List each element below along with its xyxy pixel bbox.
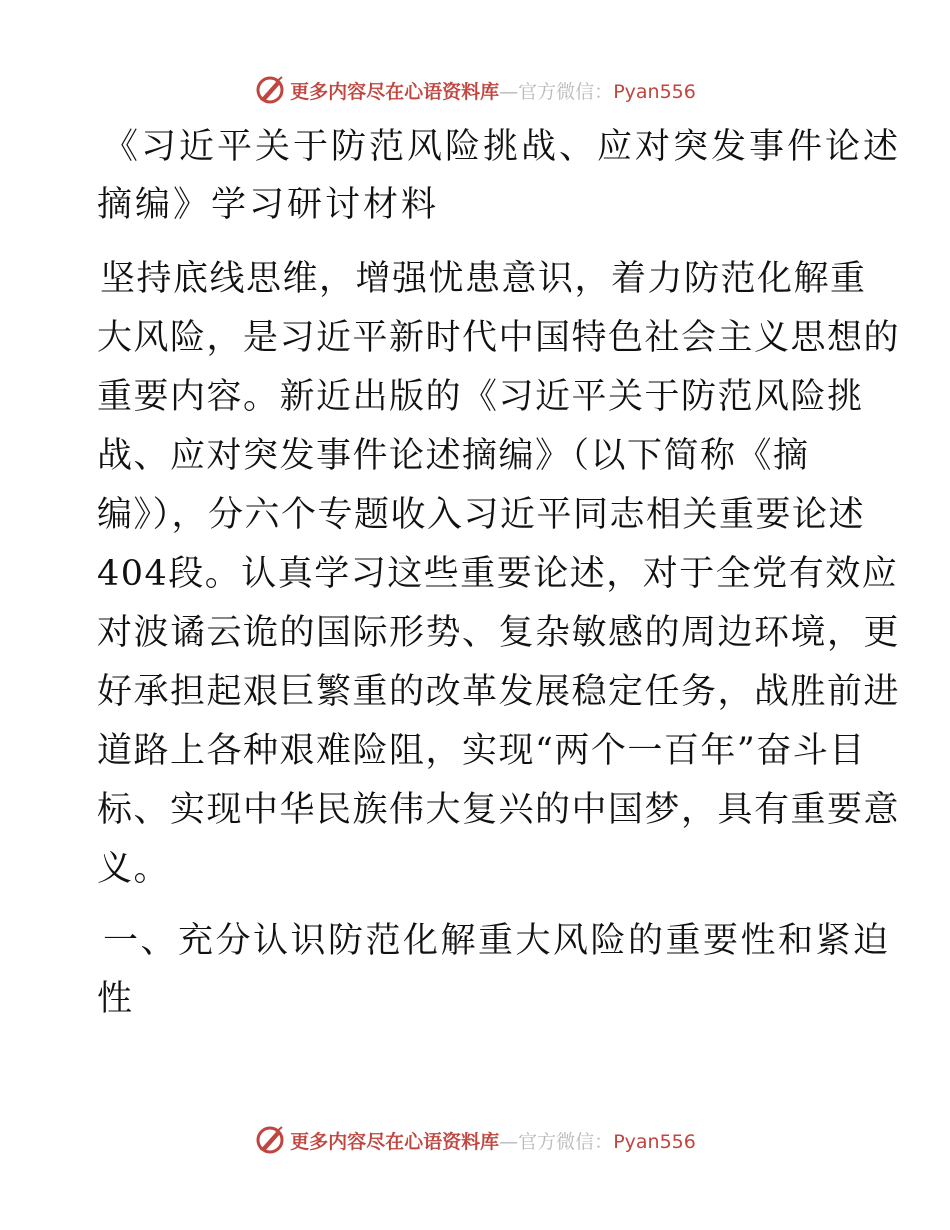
- footer-watermark: [0, 1120, 950, 1160]
- paragraph-line: 大风险，是习近平新时代中国特色社会主义思想的: [97, 318, 901, 358]
- quill-logo-icon: [254, 74, 286, 106]
- paragraph-line: 404段。认真学习这些重要论述，对于全党有效应: [97, 554, 899, 594]
- paragraph-line: 义。: [97, 849, 171, 889]
- header-watermark: [0, 70, 950, 110]
- quill-logo-icon: [254, 1124, 286, 1156]
- watermark-brand-text: 更多内容尽在心语资料库: [290, 1130, 500, 1153]
- title-line: 摘编》学习研讨材料: [97, 185, 440, 225]
- heading-line: 性: [97, 979, 135, 1019]
- watermark-separator-text: —官方微信：: [499, 1130, 614, 1153]
- watermark-wechat-id: Pyan556: [613, 80, 696, 103]
- paragraph-line: 坚持底线思维，增强忧患意识，着力防范化解重: [100, 259, 867, 299]
- paragraph-line: 好承担起艰巨繁重的改革发展稳定任务，战胜前进: [97, 672, 901, 712]
- paragraph-line: 编》），分六个专题收入习近平同志相关重要论述: [97, 495, 866, 535]
- watermark-brand-text: 更多内容尽在心语资料库: [290, 80, 500, 103]
- paragraph-line: 战、应对突发事件论述摘编》（以下简称《摘: [97, 436, 810, 476]
- heading-line: 一、充分认识防范化解重大风险的重要性和紧迫: [103, 921, 891, 961]
- paragraph-line: 标、实现中华民族伟大复兴的中国梦，具有重要意: [97, 790, 901, 830]
- paragraph-line: 重要内容。新近出版的《习近平关于防范风险挑: [97, 377, 864, 417]
- watermark-separator-text: —官方微信：: [499, 80, 614, 103]
- paragraph-line: 对波谲云诡的国际形势、复杂敏感的周边环境，更: [97, 613, 901, 653]
- watermark-wechat-id: Pyan556: [613, 1130, 696, 1153]
- title-line: 《习近平关于防范风险挑战、应对突发事件论述: [103, 127, 902, 167]
- paragraph-line: 道路上各种艰难险阻，实现“两个一百年”奋斗目: [97, 731, 866, 771]
